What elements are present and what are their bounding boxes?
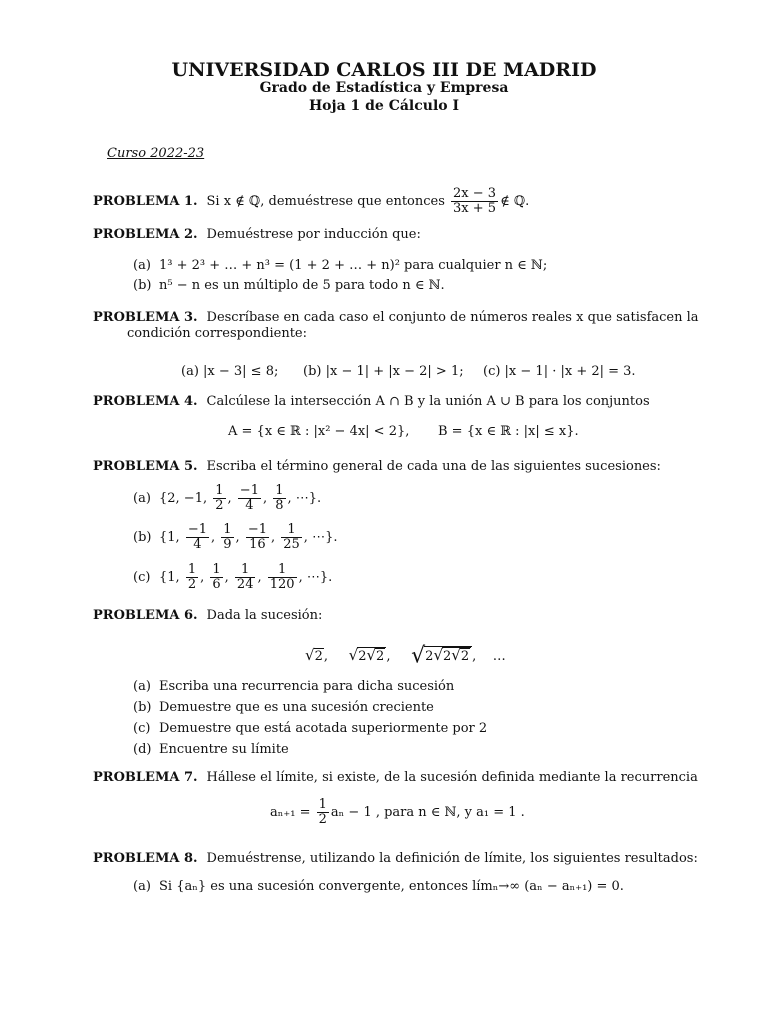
fraction: $\frac{2x - 3}{3x + 5}$ bbox=[453, 186, 497, 216]
list-item: (b) Demuestre que es una sucesión creciente bbox=[133, 700, 434, 715]
fraction: $\frac{1}{9}$ bbox=[223, 522, 232, 552]
problem-text: Hállese el límite, si existe, de la sucesión definida mediante la recurrencia bbox=[206, 770, 698, 785]
problem-2 bbox=[93, 227, 421, 243]
problem-text: Demuéstrese por inducción que: bbox=[206, 227, 421, 242]
fraction: $\frac{1}{2}$ bbox=[215, 483, 224, 513]
problem-6 bbox=[93, 608, 322, 624]
problem-7 bbox=[93, 770, 698, 786]
fraction: $\frac{-1}{16}$ bbox=[247, 522, 267, 552]
list-item: (b) |x − 1| + |x − 2| > 1; bbox=[303, 364, 464, 379]
problem-label: PROBLEMA 6. bbox=[93, 608, 198, 623]
list-item: (d) Encuentre su límite bbox=[133, 742, 289, 757]
fraction: $\frac{-1}{4}$ bbox=[187, 522, 207, 552]
problem-text: Calcúlese la intersección A ∩ B y la unión A ∪ B para los conjuntos bbox=[206, 394, 650, 409]
problem-4 bbox=[93, 394, 650, 410]
problem-label: PROBLEMA 2. bbox=[93, 227, 198, 242]
set-b: B = {x ∈ ℝ : |x| ≤ x}. bbox=[438, 424, 579, 439]
list-item: (a) 1³ + 2³ + … + n³ = (1 + 2 + … + n)² para cualquier n ∈ ℕ; bbox=[133, 258, 548, 273]
problem-3 bbox=[93, 310, 699, 326]
problem-text: Si x ∉ ℚ, demuéstrese que entonces bbox=[206, 194, 445, 209]
list-item: (a) |x − 3| ≤ 8; bbox=[181, 364, 279, 379]
recurrence-formula: aₙ₊₁ = $\frac{1}{2}$ aₙ − 1 , para n ∈ ℕ, y a₁ = 1 . bbox=[270, 797, 525, 827]
problem-text: Descríbase en cada caso el conjunto de números reales x que satisfacen la bbox=[206, 310, 699, 325]
fraction: $\frac{1}{2}$ bbox=[187, 562, 197, 592]
nested-radical-sequence: √2, √2√2 , √2√2√2 , … bbox=[305, 643, 506, 669]
problem-label: PROBLEMA 8. bbox=[93, 851, 198, 866]
fraction: $\frac{1}{24}$ bbox=[236, 562, 254, 592]
problem-5 bbox=[93, 459, 661, 475]
sheet-title: Hoja 1 de Cálculo I bbox=[308, 98, 460, 114]
problem-1 bbox=[93, 186, 529, 218]
university-title: UNIVERSIDAD CARLOS III DE MADRID bbox=[171, 59, 597, 81]
problem-label: PROBLEMA 5. bbox=[93, 459, 198, 474]
problem-text-end: ∉ ℚ. bbox=[500, 194, 530, 209]
problem-text: Escriba el término general de cada una de las siguientes sucesiones: bbox=[206, 459, 661, 474]
problem-text: Dada la sucesión: bbox=[206, 608, 323, 623]
sequence-b: (b) {1, $\frac{-1}{4}$ , $\frac{1}{9}$ , $\frac{-1}{16}$ , $\frac{1}{25}$ , ⋯}. bbox=[133, 522, 338, 552]
problem-label: PROBLEMA 1. bbox=[93, 194, 198, 209]
problem-label: PROBLEMA 4. bbox=[93, 394, 198, 409]
degree-subtitle: Grado de Estadística y Empresa bbox=[259, 80, 509, 96]
fraction: $\frac{1}{6}$ bbox=[212, 562, 221, 592]
fraction: $\frac{1}{8}$ bbox=[275, 483, 284, 513]
set-a: A = {x ∈ ℝ : |x² − 4x| < 2}, bbox=[228, 424, 410, 439]
fraction: $\frac{-1}{4}$ bbox=[239, 483, 259, 513]
list-item: (a) Escriba una recurrencia para dicha sucesión bbox=[133, 679, 455, 694]
list-item: (c) Demuestre que está acotada superiormente por 2 bbox=[133, 721, 488, 736]
list-item: (a) Si {aₙ} es una sucesión convergente, entonces límₙ→∞ (aₙ − aₙ₊₁) = 0. bbox=[133, 879, 624, 894]
sequence-a: (a) {2, −1, $\frac{1}{2}$ , $\frac{-1}{4}$ , $\frac{1}{8}$ , ⋯}. bbox=[133, 483, 322, 513]
problem-text-cont: condición correspondiente: bbox=[127, 326, 307, 341]
fraction: $\frac{1}{120}$ bbox=[269, 562, 295, 592]
course-label: Curso 2022-23 bbox=[107, 146, 205, 161]
list-item: (b) n⁵ − n es un múltiplo de 5 para todo n ∈ ℕ. bbox=[133, 278, 445, 293]
list-item: (c) |x − 1| · |x + 2| = 3. bbox=[483, 364, 636, 379]
fraction: $\frac{1}{25}$ bbox=[283, 522, 300, 552]
fraction: $\frac{1}{2}$ bbox=[318, 797, 327, 827]
sequence-c: (c) {1, $\frac{1}{2}$ , $\frac{1}{6}$ , $\frac{1}{24}$ , $\frac{1}{120}$ , ⋯}. bbox=[133, 562, 333, 592]
problem-label: PROBLEMA 7. bbox=[93, 770, 198, 785]
problem-text: Demuéstrense, utilizando la definición de límite, los siguientes resultados: bbox=[206, 851, 698, 866]
problem-8 bbox=[93, 851, 698, 867]
problem-label: PROBLEMA 3. bbox=[93, 310, 198, 325]
